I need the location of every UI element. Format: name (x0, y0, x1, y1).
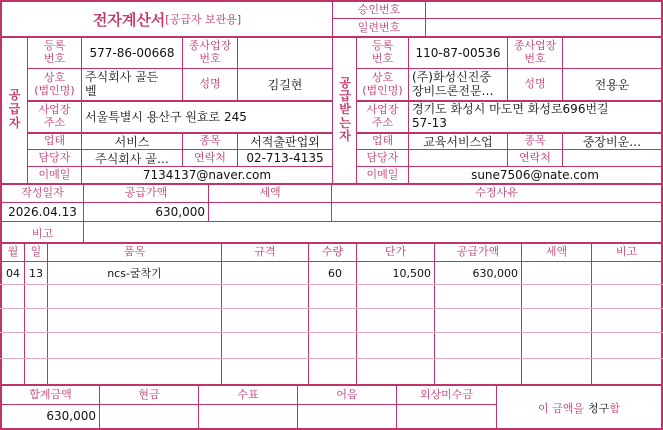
credit-label: 외상미수금 (419, 388, 474, 402)
buyer-reg-no: 110-87-00536 (415, 46, 501, 60)
approval-no-label: 승인번호 (357, 3, 401, 17)
item-month: 04 (6, 266, 20, 280)
buyer-company: (주)화성신진중 장비드론전문… (412, 69, 494, 98)
buyer-biz-item-label: 종목 (524, 133, 546, 147)
buyer-company-label: 상호 (법인명) (362, 70, 403, 97)
claim-text-post: 함 (609, 401, 620, 415)
buyer-section-label: 공 급 받 는 자 (339, 76, 351, 143)
col-spec: 규격 (254, 245, 276, 259)
supplier-manager: 주식회사 골… (95, 151, 169, 166)
note-label: 비고 (31, 226, 54, 240)
col-qty: 수량 (321, 245, 344, 259)
supplier-biz-type-label: 업태 (43, 133, 66, 147)
supplier-biz-item-label: 종목 (199, 133, 221, 147)
total-value: 630,000 (46, 409, 96, 423)
supplier-ceo: 김길현 (267, 78, 303, 92)
buyer-manager-label: 담당자 (366, 150, 399, 164)
claim-text-pre: 이 금액을 (538, 401, 585, 415)
check-label: 수표 (237, 388, 259, 402)
supplier-company-label: 상호 (법인명) (34, 70, 75, 97)
supplier-contact-label: 연락처 (194, 150, 226, 164)
title-sub: [공급자 보관용] (165, 13, 242, 26)
supplier-contact: 02-713-4135 (246, 151, 324, 165)
supplier-biz-item: 서적출판업외 (250, 134, 320, 149)
col-price: 단가 (384, 245, 407, 259)
items-header (2, 244, 661, 261)
claim-text (497, 387, 661, 428)
cash-label: 현금 (138, 388, 160, 402)
supplier-reg-no: 577-86-00668 (89, 46, 175, 60)
buyer-branch-label: 종사업장 번호 (513, 39, 557, 65)
supplier-branch-label: 종사업장 번호 (188, 39, 232, 65)
supplier-email: 7134137@naver.com (142, 168, 272, 182)
col-item: 품목 (123, 245, 146, 259)
item-day: 13 (29, 266, 43, 280)
col-month: 월 (7, 245, 19, 259)
supplier-email-label: 이메일 (38, 167, 71, 181)
col-note: 비고 (615, 245, 638, 259)
supply-label: 공급가액 (124, 186, 168, 200)
total-label: 합계금액 (29, 388, 72, 402)
supplier-reg-no-label: 등록 번호 (43, 39, 66, 65)
serial-no-label: 일련번호 (357, 20, 401, 34)
supplier-ceo-label: 성명 (199, 77, 221, 91)
buyer-ceo: 전용운 (594, 78, 630, 92)
supplier-section-label: 공 급 자 (8, 88, 21, 130)
supplier-manager-label: 담당자 (38, 150, 71, 164)
item-qty: 60 (328, 266, 342, 280)
buyer-email: sune7506@nate.com (471, 168, 599, 182)
buyer-biz-item: 중장비운… (582, 134, 642, 149)
supply-value: 630,000 (155, 204, 205, 219)
date-label: 작성일자 (21, 186, 64, 200)
buyer-biz-type-label: 업태 (371, 133, 394, 147)
buyer-contact-label: 연락처 (519, 150, 551, 164)
title-main: 전자계산서 (92, 10, 166, 29)
supplier-address-label: 사업장 주소 (38, 102, 71, 129)
buyer-biz-type: 교육서비스업 (423, 134, 493, 149)
col-supply: 공급가액 (456, 245, 500, 259)
buyer-address: 경기도 화성시 마도면 화성로696번길 57-13 (412, 101, 609, 130)
col-tax: 세액 (545, 245, 568, 259)
invoice-title (2, 2, 332, 36)
supplier-biz-type: 서비스 (114, 134, 150, 149)
reason-label: 수정사유 (475, 186, 518, 200)
item-price: 10,500 (392, 266, 431, 280)
buyer-ceo-label: 성명 (524, 77, 546, 91)
item-supply: 630,000 (472, 266, 518, 280)
bill-label: 어음 (336, 388, 358, 402)
item-tax (522, 262, 591, 284)
table-row (2, 262, 661, 284)
tax-label: 세액 (259, 186, 281, 200)
buyer-address-label: 사업장 주소 (366, 102, 399, 129)
date-value: 2026.04.13 (8, 204, 77, 219)
item-spec (222, 262, 308, 284)
supplier-company: 주식회사 골든 벨 (85, 69, 159, 98)
claim-word: 청구 (588, 401, 610, 415)
col-day: 일 (30, 245, 42, 259)
item-note (592, 262, 661, 284)
buyer-email-label: 이메일 (366, 167, 399, 181)
item-name: ncs-굴착기 (107, 267, 162, 280)
buyer-reg-no-label: 등록 번호 (371, 39, 394, 65)
supplier-address: 서울특별시 용산구 원효로 245 (85, 110, 247, 124)
